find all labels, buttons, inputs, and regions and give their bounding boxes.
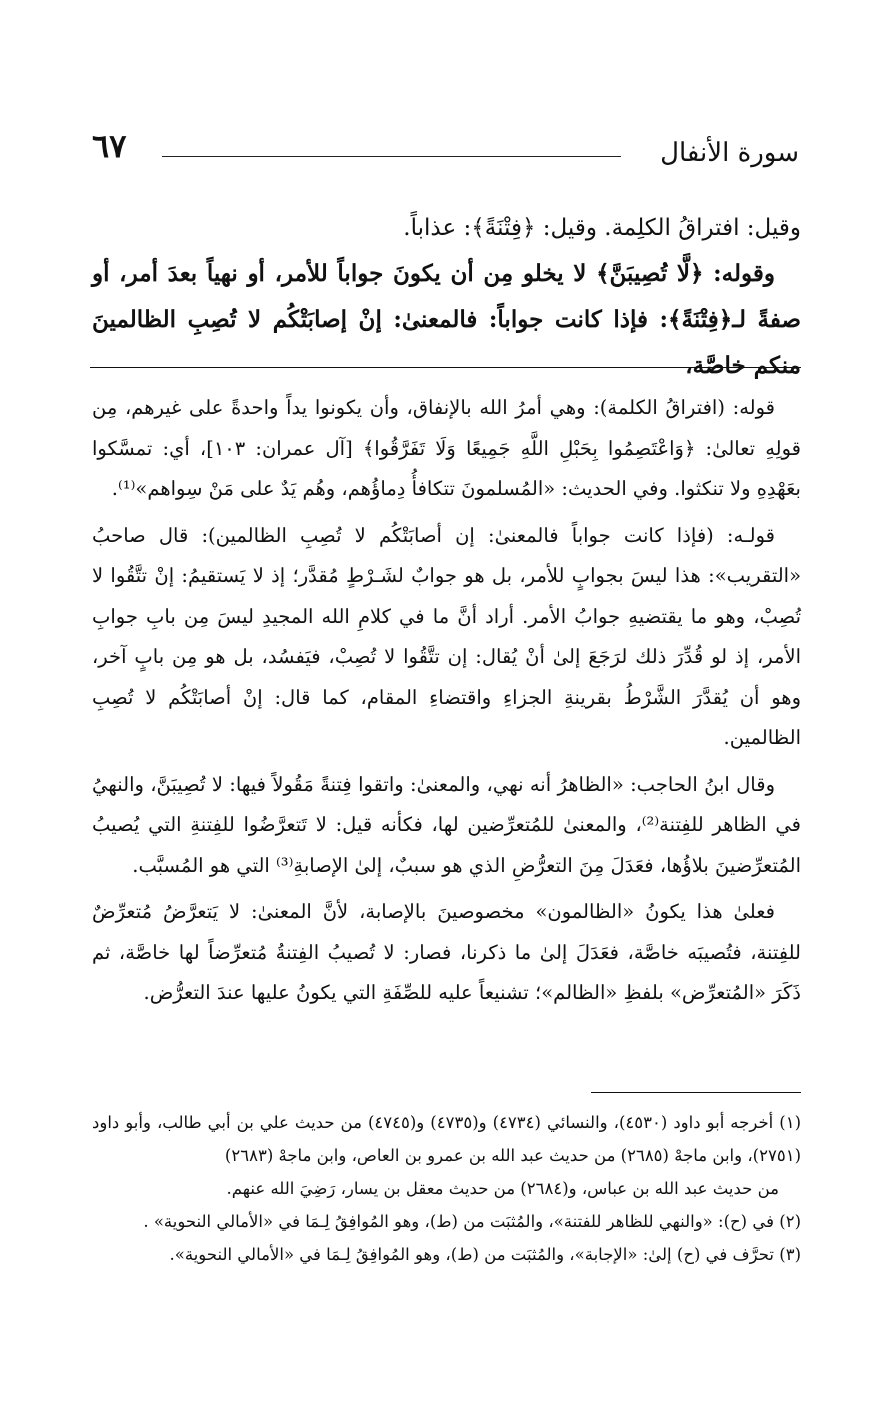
- base-text: [92, 205, 801, 389]
- footnote-divider: [591, 1092, 801, 1093]
- footnote-2: (٢) في (ح): «والنهي للظاهر للفتنة»، والمُثبَت من (ط)، وهو المُوافِقُ لِـمَا في «الأمالي النحوية» .: [143, 1212, 801, 1231]
- commentary-paragraph-2: قولـه: (فإذا كانت جواباً فالمعنىٰ: إن أصابَتْكُم لا تُصِبِ الظالمين): قال صاحبُ «التقريب»: هذا ليسَ بجوابٍ للأمر، بل هو جوابٌ لشَـرْطٍ مُقدَّر؛ إذ لا يَستقيمُ: إنْ تتَّقُوا لا تُصِبْ، وهو ما يقتضيهِ جوابُ الأمر. أراد أنَّ ما في كلامِ الله المجيدِ ليسَ مِن بابِ جوابِ الأمر، إذ لو قُدِّرَ ذلك لرَجَعَ إلىٰ أنْ يُقال: إن تتَّقُوا لا تُصِبْ، فيَفسُد، بل هو مِن بابٍ آخر، وهو أن يُقدَّرَ الشَّرْطُ بقرينةِ الجزاءِ واقتضاءِ المقام، كما قال: إنْ أصابَتْكُم لا تُصِبِ الظالمين.: [92, 523, 801, 749]
- running-header: [92, 128, 799, 168]
- footnotes: [92, 1106, 801, 1271]
- base-text-line-1: وقيل: افتراقُ الكلِمة. وقيل: ﴿فِتْنَةً﴾: عذاباً.: [403, 215, 801, 241]
- section-divider: [90, 367, 801, 368]
- base-text-line-2: وقوله: ﴿لَّا تُصِيبَنَّ﴾ لا يخلو مِن أن يكونَ جواباً للأمر، أو نهياً بعدَ أمر، أو صفةً لـ﴿فِتْنَةً﴾: فإذا كانت جواباً: فالمعنىٰ: إنْ إصابَتْكُم لا تُصِبِ الظالمينَ منكم خاصَّة،: [92, 260, 801, 379]
- header-rule: [162, 156, 621, 157]
- page-number: ٦٧: [92, 127, 127, 165]
- commentary-paragraph-1: قوله: (افتراقُ الكلمة): وهي أمرُ الله بالإنفاق، وأن يكونوا يداً واحدةً على غيرهم، مِن قولِهِ تعالىٰ: ﴿وَاعْتَصِمُوا بِحَبْلِ اللَّهِ جَمِيعًا وَلَا تَفَرَّقُوا﴾ [آل عمران: ١٠٣]، أي: تمسَّكوا بعَهْدِهِ ولا تنكثوا. وفي الحديث: «المُسلمونَ تتكافأُ دِماؤُهم، وهُم يَدٌ على مَنْ سِواهم»⁽¹⁾.: [92, 396, 802, 500]
- footnote-3: (٣) تحرَّف في (ح) إلىٰ: «الإجابة»، والمُثبَت من (ط)، وهو المُوافِقُ لِـمَا في «الأمالي النحوية».: [169, 1245, 801, 1264]
- footnote-1-continuation: من حديث عبد الله بن عباس، و(٢٦٨٤) من حديث معقل بن يسار، رَضِيَ الله عنهم.: [226, 1179, 779, 1198]
- footnote-1: (١) أخرجه أبو داود (٤٥٣٠)، والنسائي (٤٧٣٤) و(٤٧٣٥) و(٤٧٤٥) من حديث علي بن أبي طالب، وأبو داود (٢٧٥١)، وابن ماجهْ (٢٦٨٥) من حديث عبد الله بن عمرو بن العاص، وابن ماجهْ (٢٦٨٣): [92, 1113, 801, 1165]
- commentary-paragraph-3: وقال ابنُ الحاجب: «الظاهرُ أنه نهي، والمعنىٰ: واتقوا فِتنةً مَقُولاً فيها: لا تُصِيبَنَّ، والنهيُ في الظاهر للفِتنة⁽²⁾، والمعنىٰ للمُتعرِّضين لها، فكأنه قيل: لا تَتعرَّضُوا للفِتنةِ التي يُصيبُ المُتعرِّضينَ بلاؤُها، فعَدَلَ مِنَ التعرُّضِ الذي هو سببٌ، إلىٰ الإصابةِ⁽³⁾ التي هو المُسبَّب.: [92, 772, 801, 877]
- commentary-paragraph-4: فعلىٰ هذا يكونُ «الظالمون» مخصوصينَ بالإصابة، لأنَّ المعنىٰ: لا يَتعرَّضُ مُتعرِّضٌ للفِتنة، فتُصيبَه خاصَّة، فعَدَلَ إلىٰ ما ذكرنا، فصار: لا تُصيبُ الفِتنةُ مُتعرِّضاً لها خاصَّة، ثم ذَكَرَ «المُتعرِّض» بلفظِ «الظالم»؛ تشنيعاً عليه للصِّفَةِ التي يكونُ عليها عندَ التعرُّض.: [92, 900, 801, 1004]
- surah-title: سورة الأنفال: [660, 138, 799, 168]
- commentary: [92, 388, 801, 1020]
